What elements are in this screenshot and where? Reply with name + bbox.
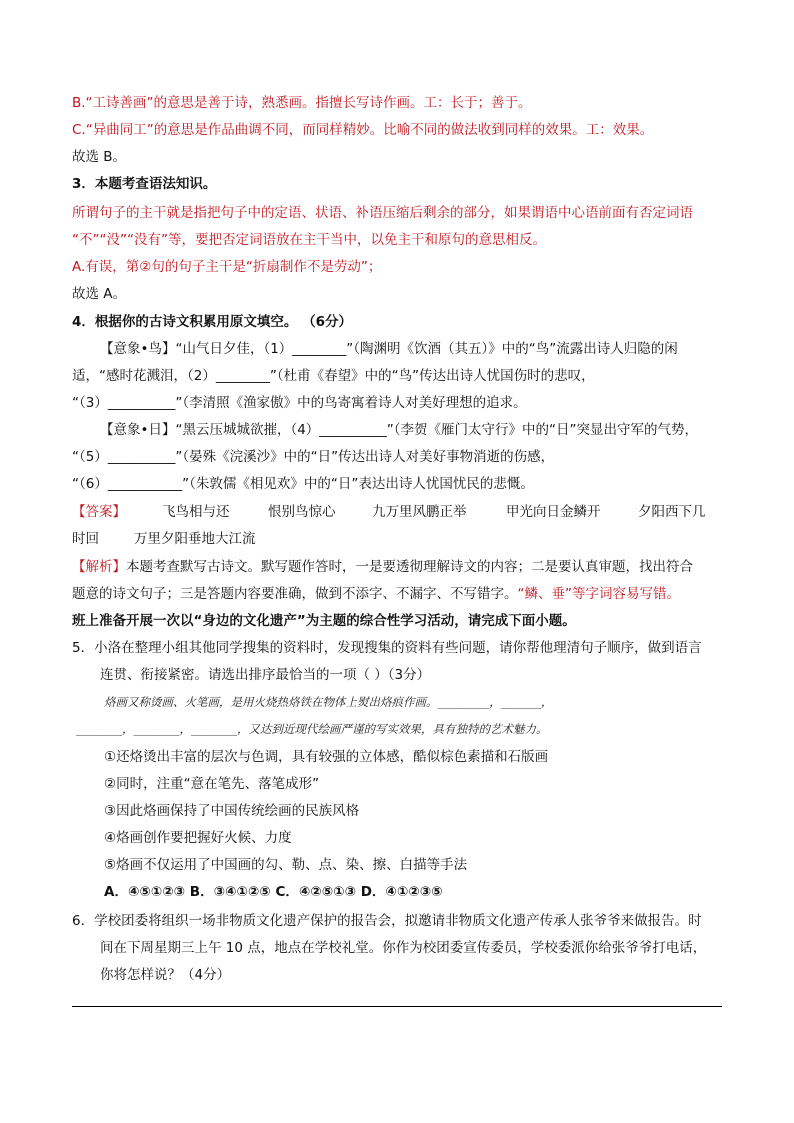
question-5-sentence-2: ②同时，注重“意在笔先、落笔成形” <box>104 776 320 792</box>
question-4-paragraph-line1: 【意象•鸟】“山气日夕佳，（1）________”（陶渊明《饮酒（其五）》中的“鸟”流露出诗人归隐的闲 <box>100 341 678 357</box>
question-4-paragraph-line5: “（5）__________”（晏殊《浣溪沙》中的“日”传达出诗人对美好事物消逝的伤感， <box>72 449 555 465</box>
question-5-sentence-1: ①还烙烫出丰富的层次与色调，具有较强的立体感，酷似棕色素描和石版画 <box>104 749 549 765</box>
question-5-line2: 连贯、衔接紧密。请选出排序最恰当的一项（ ）（3分） <box>100 667 431 683</box>
question-5-sentence-5: ⑤烙画不仅运用了中国画的勾、勒、点、染、擦、白描等手法 <box>104 857 468 873</box>
analysis-highlight: “鳞、垂”等字词容易写错。 <box>517 586 680 602</box>
question-3-explanation-line2: “不”“没”“没有”等，要把否定词语放在主干当中，以免主干和原句的意思相反。 <box>72 232 546 248</box>
option-b-explanation: B.“工诗善画”的意思是善于诗，熟悉画。指擅长写诗作画。工：长于；善于。 <box>72 95 532 111</box>
answer-choose-a: 故选 A。 <box>72 286 127 302</box>
analysis-label: 【解析】 <box>72 559 126 575</box>
question-6-line1: 6．学校团委将组织一场非物质文化遗产保护的报告会，拟邀请非物质文化遗产传承人张爷爷来做报告。时 <box>72 913 702 929</box>
answer-line <box>72 1006 722 1007</box>
question-6-line2: 间在下周星期三上午 10 点，地点在学校礼堂。你作为校团委宣传委员，学校委派你给张爷爷打电话， <box>100 940 707 956</box>
analysis-line1 <box>72 556 732 578</box>
answer-item-6: 万里夕阳垂地大江流 <box>134 531 256 547</box>
question-5-choices: A．④⑤①②③ B．③④①②⑤ C．④②⑤①③ D．④①②③⑤ <box>104 884 443 900</box>
question-4-paragraph-line6: “（6）___________”（朱敦儒《相见欢》中的“日”表达出诗人忧国忧民的悲慨。 <box>72 476 534 492</box>
question-4-paragraph-line2: 适，“感时花溅泪，（2）________”（杜甫《春望》中的“鸟”传达出诗人忧国伤时的悲叹， <box>72 368 595 384</box>
question-4-paragraph-line3: “（3）__________”（李清照《渔家傲》中的鸟寄寓着诗人对美好理想的追求。 <box>72 395 527 411</box>
question-3-title: 3．本题考查语法知识。 <box>72 176 217 192</box>
answer-item-3: 九万里风鹏正举 <box>372 504 467 520</box>
answer-choose-b: 故选 B。 <box>72 149 127 165</box>
analysis-line2 <box>72 583 732 605</box>
answer-item-5: 夕阳西下几 <box>638 504 706 520</box>
question-5-line1: 5．小洛在整理小组其他同学搜集的资料时，发现搜集的资料有些问题，请你帮他理清句子顺序，做到语言 <box>72 640 702 656</box>
activity-intro: 班上准备开展一次以“身边的文化遗产”为主题的综合性学习活动，请完成下面小题。 <box>72 613 576 629</box>
answer-row-continued <box>72 528 732 550</box>
question-4-paragraph-line4: 【意象•日】“黑云压城城欲摧，（4）__________”（李贺《雁门太守行》中的“日”突显出守军的气势， <box>100 422 699 438</box>
question-5-sentence-3: ③因此烙画保持了中国传统绘画的民族风格 <box>104 803 360 819</box>
answer-label: 【答案】 <box>72 504 126 520</box>
analysis-text-1: 本题考查默写古诗文。默写题作答时，一是要透彻理解诗文的内容；二是要认真审题，找出符合 <box>126 559 693 575</box>
option-c-explanation: C.“异曲同工”的意思是作品曲调不同，而同样精妙。比喻不同的做法收到同样的效果。工：效果。 <box>72 122 654 138</box>
question-4-title: 4．根据你的古诗文积累用原文填空。 （6分） <box>72 314 352 330</box>
question-6-line3: 你将怎样说？（4分） <box>100 967 231 983</box>
answer-item-2: 恨别鸟惊心 <box>268 504 336 520</box>
question-3-option-a: A.有误，第②句的句子主干是“折扇制作不是劳动”； <box>72 259 382 275</box>
answer-item-4: 甲光向日金鳞开 <box>506 504 601 520</box>
question-5-passage-line1: 烙画又称烫画、火笔画，是用火烧热烙铁在物体上熨出烙痕作画。_________，_______， <box>104 695 553 709</box>
answer-row <box>72 501 732 523</box>
answer-item-1: 飞鸟相与还 <box>162 504 230 520</box>
answer-item-5-continued: 时回 <box>72 531 99 547</box>
question-5-sentence-4: ④烙画创作要把握好火候、力度 <box>104 830 292 846</box>
question-5-passage-line2: ________，________，________，又达到近现代绘画严谨的写实效果，具有独特的艺术魅力。 <box>76 722 548 736</box>
analysis-text-2: 题意的诗文句子；三是答题内容要准确，做到不添字、不漏字、不写错字。 <box>72 586 518 602</box>
question-3-explanation-line1: 所谓句子的主干就是指把句子中的定语、状语、补语压缩后剩余的部分，如果谓语中心语前面有否定词语 <box>72 205 693 221</box>
